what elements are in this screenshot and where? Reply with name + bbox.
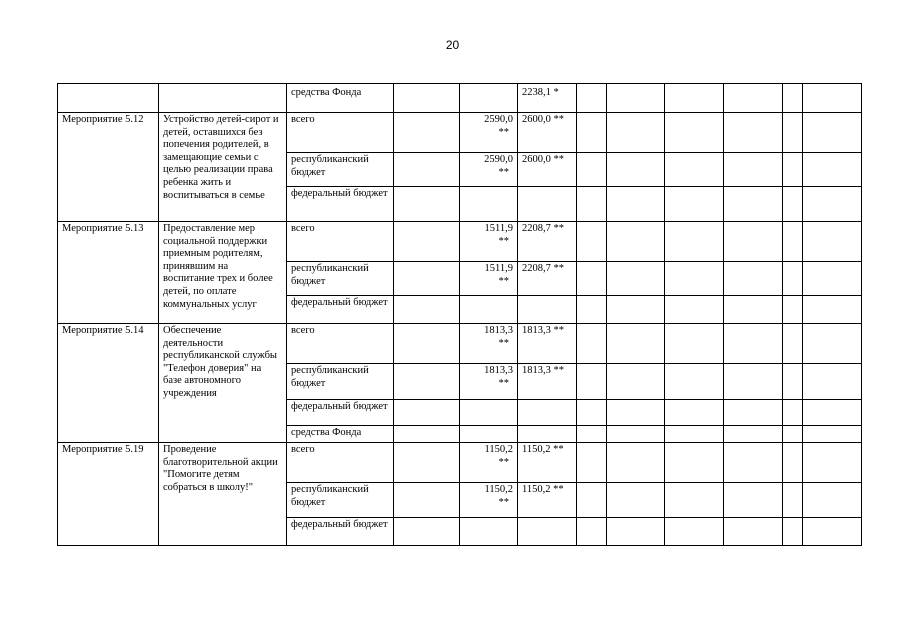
empty-cell xyxy=(783,518,803,546)
empty-cell xyxy=(394,153,460,187)
value-a-number: 1813,3 xyxy=(484,325,513,336)
value-b-cell: 2600,0 ** xyxy=(518,153,577,187)
empty-cell xyxy=(803,113,862,153)
empty-cell xyxy=(665,262,724,296)
empty-cell xyxy=(783,400,803,426)
empty-cell xyxy=(577,364,607,400)
empty-cell xyxy=(394,262,460,296)
funding-source-cell: республиканский бюджет xyxy=(287,483,394,518)
empty-cell xyxy=(665,518,724,546)
value-a-cell xyxy=(460,364,518,400)
empty-cell xyxy=(803,364,862,400)
funding-source-cell: всего xyxy=(287,113,394,153)
value-a-number: 1813,3 xyxy=(484,365,513,376)
measure-description-cell: Предоставление мер социальной поддержки приемным родителям, принявшим на воспитание трех и более детей, по оплате коммунальных услуг xyxy=(159,222,287,324)
funding-source-cell: республиканский бюджет xyxy=(287,364,394,400)
funding-source-cell: средства Фонда xyxy=(287,426,394,443)
empty-cell xyxy=(724,262,783,296)
empty-cell xyxy=(607,84,665,113)
empty-cell xyxy=(665,84,724,113)
empty-cell xyxy=(665,153,724,187)
empty-cell xyxy=(665,483,724,518)
measure-code-cell: Мероприятие 5.13 xyxy=(58,222,159,324)
empty-cell xyxy=(724,518,783,546)
empty-cell xyxy=(803,483,862,518)
empty-cell xyxy=(783,113,803,153)
table-row xyxy=(58,443,862,483)
empty-cell xyxy=(724,324,783,364)
value-b-cell xyxy=(518,296,577,324)
empty-cell xyxy=(783,364,803,400)
value-b-cell xyxy=(518,187,577,222)
empty-cell xyxy=(607,324,665,364)
funding-source-cell: республиканский бюджет xyxy=(287,153,394,187)
empty-cell xyxy=(783,222,803,262)
empty-cell xyxy=(394,426,460,443)
measure-description-cell: Устройство детей-сирот и детей, оставшихся без попечения родителей, в замещающие семьи с целью реализации права ребенка жить и воспитываться в семье xyxy=(159,113,287,222)
empty-cell xyxy=(724,426,783,443)
empty-cell xyxy=(577,84,607,113)
empty-cell xyxy=(665,187,724,222)
empty-cell xyxy=(803,262,862,296)
empty-cell xyxy=(783,187,803,222)
value-a-cell xyxy=(460,324,518,364)
empty-cell xyxy=(803,324,862,364)
funding-source-cell: средства Фонда xyxy=(287,84,394,113)
empty-cell xyxy=(577,400,607,426)
empty-cell xyxy=(577,483,607,518)
value-a-cell xyxy=(460,187,518,222)
measure-code-cell: Мероприятие 5.12 xyxy=(58,113,159,222)
funding-source-cell: всего xyxy=(287,222,394,262)
empty-cell xyxy=(724,296,783,324)
value-a-cell xyxy=(460,400,518,426)
empty-cell xyxy=(607,222,665,262)
page-number: 20 xyxy=(445,38,460,52)
empty-cell xyxy=(577,187,607,222)
empty-cell xyxy=(665,222,724,262)
empty-cell xyxy=(607,426,665,443)
value-a-number: 2590,0 xyxy=(484,114,513,125)
empty-cell xyxy=(394,187,460,222)
funding-source-cell: всего xyxy=(287,443,394,483)
value-b-cell xyxy=(518,426,577,443)
value-a-cell xyxy=(460,113,518,153)
value-a-cell xyxy=(460,262,518,296)
table-row xyxy=(58,324,862,364)
empty-cell xyxy=(607,443,665,483)
value-a-marks: ** xyxy=(498,377,509,389)
empty-cell xyxy=(394,324,460,364)
empty-cell xyxy=(724,483,783,518)
value-a-marks: ** xyxy=(498,235,509,247)
empty-cell xyxy=(577,296,607,324)
value-a-marks: ** xyxy=(498,496,509,508)
funding-source-cell: республиканский бюджет xyxy=(287,262,394,296)
empty-cell xyxy=(783,483,803,518)
value-a-marks: ** xyxy=(498,456,509,468)
empty-cell xyxy=(665,324,724,364)
empty-cell xyxy=(665,443,724,483)
empty-cell xyxy=(577,153,607,187)
empty-cell xyxy=(665,426,724,443)
empty-cell xyxy=(803,153,862,187)
value-b-cell: 2208,7 ** xyxy=(518,262,577,296)
empty-cell xyxy=(394,84,460,113)
empty-cell xyxy=(665,113,724,153)
empty-cell xyxy=(803,443,862,483)
budget-table xyxy=(57,83,862,546)
funding-source-cell: федеральный бюджет xyxy=(287,296,394,324)
empty-cell xyxy=(724,364,783,400)
empty-cell xyxy=(783,296,803,324)
funding-source-cell: всего xyxy=(287,324,394,364)
empty-cell xyxy=(803,296,862,324)
empty-cell xyxy=(577,324,607,364)
measure-code-cell: Мероприятие 5.14 xyxy=(58,324,159,443)
empty-cell xyxy=(577,443,607,483)
measure-description-cell xyxy=(159,84,287,113)
empty-cell xyxy=(783,324,803,364)
empty-cell xyxy=(783,262,803,296)
value-b-cell xyxy=(518,400,577,426)
empty-cell xyxy=(724,153,783,187)
value-a-marks: ** xyxy=(498,166,509,178)
empty-cell xyxy=(783,443,803,483)
value-a-marks: ** xyxy=(498,275,509,287)
empty-cell xyxy=(607,400,665,426)
value-a-number: 1150,2 xyxy=(484,444,513,455)
empty-cell xyxy=(394,364,460,400)
measure-description-cell: Проведение благотворительной акции "Помогите детям собраться в школу!" xyxy=(159,443,287,546)
value-a-cell xyxy=(460,222,518,262)
empty-cell xyxy=(577,113,607,153)
measure-code-cell xyxy=(58,84,159,113)
funding-source-cell: федеральный бюджет xyxy=(287,518,394,546)
empty-cell xyxy=(394,400,460,426)
value-b-cell: 2600,0 ** xyxy=(518,113,577,153)
empty-cell xyxy=(607,296,665,324)
empty-cell xyxy=(724,222,783,262)
empty-cell xyxy=(577,518,607,546)
empty-cell xyxy=(577,426,607,443)
empty-cell xyxy=(607,262,665,296)
empty-cell xyxy=(724,443,783,483)
empty-cell xyxy=(607,187,665,222)
value-a-cell xyxy=(460,296,518,324)
empty-cell xyxy=(394,113,460,153)
value-a-cell xyxy=(460,443,518,483)
value-a-cell xyxy=(460,84,518,113)
value-a-cell xyxy=(460,426,518,443)
value-a-cell xyxy=(460,153,518,187)
value-a-cell xyxy=(460,518,518,546)
value-b-cell: 1150,2 ** xyxy=(518,483,577,518)
empty-cell xyxy=(607,153,665,187)
value-b-cell: 1813,3 ** xyxy=(518,324,577,364)
table-row xyxy=(58,84,862,113)
empty-cell xyxy=(783,153,803,187)
value-b-cell: 1813,3 ** xyxy=(518,364,577,400)
funding-source-cell: федеральный бюджет xyxy=(287,400,394,426)
measure-description-cell: Обеспечение деятельности республиканской службы "Телефон доверия" на базе автономного учреждения xyxy=(159,324,287,443)
value-a-cell xyxy=(460,483,518,518)
value-b-cell: 2208,7 ** xyxy=(518,222,577,262)
empty-cell xyxy=(607,364,665,400)
empty-cell xyxy=(803,84,862,113)
empty-cell xyxy=(394,518,460,546)
empty-cell xyxy=(607,483,665,518)
funding-source-cell: федеральный бюджет xyxy=(287,187,394,222)
empty-cell xyxy=(665,296,724,324)
value-b-cell: 2238,1 * xyxy=(518,84,577,113)
empty-cell xyxy=(607,518,665,546)
empty-cell xyxy=(577,262,607,296)
table-row xyxy=(58,113,862,153)
empty-cell xyxy=(394,296,460,324)
value-a-number: 1511,9 xyxy=(484,263,513,274)
empty-cell xyxy=(394,443,460,483)
empty-cell xyxy=(724,400,783,426)
empty-cell xyxy=(607,113,665,153)
empty-cell xyxy=(577,222,607,262)
value-a-marks: ** xyxy=(498,126,509,138)
empty-cell xyxy=(803,222,862,262)
value-a-number: 2590,0 xyxy=(484,154,513,165)
empty-cell xyxy=(394,483,460,518)
measure-code-cell: Мероприятие 5.19 xyxy=(58,443,159,546)
empty-cell xyxy=(803,426,862,443)
value-a-marks: ** xyxy=(498,337,509,349)
empty-cell xyxy=(803,187,862,222)
empty-cell xyxy=(724,113,783,153)
empty-cell xyxy=(783,426,803,443)
empty-cell xyxy=(783,84,803,113)
empty-cell xyxy=(665,364,724,400)
empty-cell xyxy=(803,518,862,546)
empty-cell xyxy=(665,400,724,426)
value-b-cell xyxy=(518,518,577,546)
empty-cell xyxy=(724,84,783,113)
value-b-cell: 1150,2 ** xyxy=(518,443,577,483)
empty-cell xyxy=(803,400,862,426)
empty-cell xyxy=(394,222,460,262)
value-a-number: 1150,2 xyxy=(484,484,513,495)
table-row xyxy=(58,222,862,262)
value-a-number: 1511,9 xyxy=(484,223,513,234)
empty-cell xyxy=(724,187,783,222)
